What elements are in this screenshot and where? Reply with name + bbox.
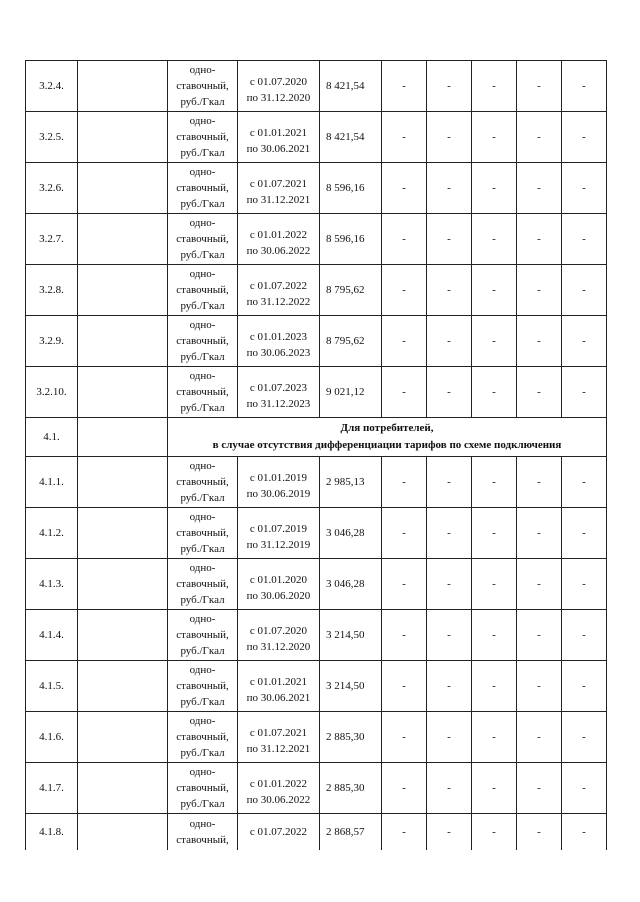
dash-cell: -	[517, 457, 562, 508]
blank-cell	[78, 814, 168, 850]
dash-cell: -	[427, 508, 472, 559]
tariff-type-line: ставочный,	[176, 578, 229, 590]
tariff-type-line: руб./Гкал	[180, 351, 225, 363]
blank-cell	[78, 457, 168, 508]
tariff-type-line: одно-	[189, 664, 216, 676]
dash-cell: -	[517, 610, 562, 661]
row-number: 3.2.8.	[26, 265, 78, 316]
tariff-type-line: руб./Гкал	[180, 249, 225, 261]
blank-cell	[78, 367, 168, 418]
period-cell	[238, 559, 320, 610]
period-to: по 31.12.2023	[246, 397, 311, 410]
tariff-type-line: ставочный,	[176, 80, 229, 92]
period-from: с 01.01.2023	[249, 330, 308, 343]
dash-cell: -	[427, 661, 472, 712]
tariff-type-line: ставочный,	[176, 386, 229, 398]
tariff-value: 8 421,54	[320, 112, 382, 163]
row-number: 3.2.7.	[26, 214, 78, 265]
table-row	[26, 559, 607, 610]
period-cell	[238, 661, 320, 712]
table-row	[26, 814, 607, 850]
dash-cell: -	[427, 610, 472, 661]
period-to: по 31.12.2022	[246, 295, 311, 308]
dash-cell: -	[562, 61, 607, 112]
period-from: с 01.01.2019	[249, 471, 308, 484]
tariff-value: 2 985,13	[320, 457, 382, 508]
period-cell	[238, 316, 320, 367]
dash-cell: -	[562, 316, 607, 367]
section-heading-line-1: Для потребителей,	[340, 422, 434, 434]
dash-cell: -	[517, 559, 562, 610]
table-row	[26, 163, 607, 214]
tariff-type-line: одно-	[189, 268, 216, 280]
table-row	[26, 112, 607, 163]
period-from: с 01.07.2019	[249, 522, 308, 535]
dash-cell: -	[382, 61, 427, 112]
dash-cell: -	[562, 367, 607, 418]
dash-cell: -	[382, 457, 427, 508]
tariff-rows-section-4	[26, 457, 607, 814]
dash-cell: -	[517, 508, 562, 559]
dash-cell: -	[427, 214, 472, 265]
period-cell	[238, 814, 320, 850]
blank-cell	[78, 661, 168, 712]
tariff-type-cell	[168, 265, 238, 316]
dash-cell: -	[382, 661, 427, 712]
dash-cell: -	[427, 367, 472, 418]
tariff-type-line: руб./Гкал	[180, 645, 225, 657]
tariff-type-line: одно-	[189, 613, 216, 625]
tariff-type-line: руб./Гкал	[180, 198, 225, 210]
blank-cell	[78, 418, 168, 457]
tariff-value: 8 596,16	[320, 163, 382, 214]
tariff-type-line: руб./Гкал	[180, 402, 225, 414]
tariff-type-line: руб./Гкал	[180, 300, 225, 312]
tariff-value: 8 421,54	[320, 61, 382, 112]
tariff-type-cell	[168, 316, 238, 367]
tariff-type-line: одно-	[189, 217, 216, 229]
period-cell	[238, 712, 320, 763]
tariff-type-line: руб./Гкал	[180, 492, 225, 504]
dash-cell: -	[517, 763, 562, 814]
tariff-type-line: ставочный,	[176, 233, 229, 245]
dash-cell: -	[382, 610, 427, 661]
table-row	[26, 265, 607, 316]
dash-cell: -	[472, 712, 517, 763]
dash-cell: -	[382, 814, 427, 850]
tariff-type-line: ставочный,	[176, 182, 229, 194]
period-cell	[238, 163, 320, 214]
period-from: с 01.01.2022	[249, 228, 308, 241]
tariff-type-line: ставочный,	[176, 629, 229, 641]
blank-cell	[78, 610, 168, 661]
dash-cell: -	[472, 163, 517, 214]
dash-cell: -	[562, 814, 607, 850]
tariff-type-line: одно-	[189, 166, 216, 178]
tariff-value: 2 868,57	[320, 814, 382, 850]
tariff-type-line: ставочный,	[176, 131, 229, 143]
tariff-type-line: одно-	[189, 817, 216, 830]
period-from: с 01.07.2023	[249, 381, 308, 394]
blank-cell	[78, 559, 168, 610]
period-to: по 30.06.2019	[246, 487, 311, 500]
dash-cell: -	[472, 610, 517, 661]
section-number: 4.1.	[26, 418, 78, 457]
dash-cell: -	[427, 265, 472, 316]
section-heading-row	[26, 418, 607, 457]
period-to: по 30.06.2022	[246, 244, 311, 257]
period-cell	[238, 367, 320, 418]
row-number: 4.1.6.	[26, 712, 78, 763]
tariff-type-line: руб./Гкал	[180, 96, 225, 108]
tariff-type-cell	[168, 712, 238, 763]
tariff-type-line: одно-	[189, 766, 216, 778]
row-number: 4.1.8.	[26, 814, 78, 850]
tariff-type-line: ставочный,	[176, 335, 229, 347]
dash-cell: -	[427, 316, 472, 367]
dash-cell: -	[472, 559, 517, 610]
dash-cell: -	[472, 814, 517, 850]
row-number: 4.1.1.	[26, 457, 78, 508]
period-to: по 31.12.2021	[246, 742, 311, 755]
tariff-type-line: одно-	[189, 319, 216, 331]
blank-cell	[78, 61, 168, 112]
period-cell	[238, 112, 320, 163]
dash-cell: -	[562, 265, 607, 316]
period-from: с 01.07.2022	[249, 825, 308, 838]
dash-cell: -	[382, 712, 427, 763]
dash-cell: -	[382, 763, 427, 814]
blank-cell	[78, 316, 168, 367]
dash-cell: -	[562, 163, 607, 214]
tariff-type-cell	[168, 457, 238, 508]
dash-cell: -	[382, 265, 427, 316]
dash-cell: -	[472, 661, 517, 712]
period-from: с 01.01.2020	[249, 573, 308, 586]
table-row	[26, 763, 607, 814]
dash-cell: -	[517, 214, 562, 265]
tariff-type-line: ставочный,	[176, 731, 229, 743]
dash-cell: -	[517, 265, 562, 316]
table-row	[26, 661, 607, 712]
dash-cell: -	[427, 457, 472, 508]
period-cell	[238, 508, 320, 559]
row-number: 3.2.5.	[26, 112, 78, 163]
dash-cell: -	[472, 508, 517, 559]
dash-cell: -	[472, 457, 517, 508]
blank-cell	[78, 265, 168, 316]
tariff-last-row-group	[26, 814, 607, 850]
dash-cell: -	[427, 763, 472, 814]
dash-cell: -	[562, 214, 607, 265]
table-row	[26, 457, 607, 508]
tariff-value: 8 596,16	[320, 214, 382, 265]
dash-cell: -	[517, 661, 562, 712]
tariff-type-line: руб./Гкал	[180, 147, 225, 159]
period-from: с 01.07.2020	[249, 624, 308, 637]
dash-cell: -	[382, 316, 427, 367]
tariff-type-line: ставочный,	[176, 284, 229, 296]
row-number: 3.2.6.	[26, 163, 78, 214]
dash-cell: -	[472, 763, 517, 814]
tariff-rows-section-3	[26, 61, 607, 418]
dash-cell: -	[427, 559, 472, 610]
period-to: по 30.06.2021	[246, 691, 311, 704]
dash-cell: -	[562, 457, 607, 508]
dash-cell: -	[382, 163, 427, 214]
tariff-type-cell	[168, 559, 238, 610]
tariff-type-line: руб./Гкал	[180, 798, 225, 810]
tariff-type-line: одно-	[189, 115, 216, 127]
tariff-type-line: ставочный,	[176, 527, 229, 539]
dash-cell: -	[427, 712, 472, 763]
period-from: с 01.01.2022	[249, 777, 308, 790]
table-row	[26, 316, 607, 367]
tariff-value: 3 046,28	[320, 559, 382, 610]
blank-cell	[78, 712, 168, 763]
dash-cell: -	[517, 367, 562, 418]
period-from: с 01.01.2021	[249, 126, 308, 139]
tariff-type-line: одно-	[189, 64, 216, 76]
dash-cell: -	[472, 265, 517, 316]
tariff-value: 8 795,62	[320, 265, 382, 316]
table-row	[26, 610, 607, 661]
period-from: с 01.07.2021	[249, 177, 308, 190]
table-row	[26, 712, 607, 763]
blank-cell	[78, 508, 168, 559]
dash-cell: -	[427, 61, 472, 112]
table-row	[26, 508, 607, 559]
period-from: с 01.07.2022	[249, 279, 308, 292]
dash-cell: -	[427, 814, 472, 850]
period-to: по 31.12.2020	[246, 640, 311, 653]
tariff-type-line: руб./Гкал	[180, 747, 225, 759]
period-cell	[238, 265, 320, 316]
period-cell	[238, 61, 320, 112]
tariff-type-line: одно-	[189, 370, 216, 382]
dash-cell: -	[472, 112, 517, 163]
tariff-type-line: ставочный,	[176, 680, 229, 692]
dash-cell: -	[517, 814, 562, 850]
tariff-type-cell	[168, 61, 238, 112]
tariff-value: 3 046,28	[320, 508, 382, 559]
row-number: 3.2.10.	[26, 367, 78, 418]
tariff-type-cell	[168, 763, 238, 814]
dash-cell: -	[517, 712, 562, 763]
period-cell	[238, 610, 320, 661]
dash-cell: -	[472, 367, 517, 418]
tariff-table	[25, 60, 607, 850]
dash-cell: -	[382, 214, 427, 265]
dash-cell: -	[382, 559, 427, 610]
tariff-value: 8 795,62	[320, 316, 382, 367]
section-heading-line-2: в случае отсутствия дифференциации тарифов по схеме подключения	[212, 439, 562, 451]
dash-cell: -	[472, 316, 517, 367]
section-heading-text	[168, 418, 607, 457]
row-number: 4.1.5.	[26, 661, 78, 712]
tariff-value: 3 214,50	[320, 661, 382, 712]
tariff-type-cell	[168, 112, 238, 163]
dash-cell: -	[562, 508, 607, 559]
dash-cell: -	[517, 112, 562, 163]
row-number: 4.1.2.	[26, 508, 78, 559]
tariff-type-line: ставочный,	[176, 833, 229, 846]
row-number: 4.1.7.	[26, 763, 78, 814]
dash-cell: -	[517, 316, 562, 367]
blank-cell	[78, 214, 168, 265]
period-to: по 30.06.2022	[246, 793, 311, 806]
tariff-type-line: руб./Гкал	[180, 543, 225, 555]
dash-cell: -	[562, 610, 607, 661]
tariff-type-cell	[168, 508, 238, 559]
tariff-type-line: одно-	[189, 562, 216, 574]
section-heading	[26, 418, 607, 457]
blank-cell	[78, 763, 168, 814]
tariff-type-line: ставочный,	[176, 782, 229, 794]
dash-cell: -	[472, 214, 517, 265]
tariff-type-line: одно-	[189, 715, 216, 727]
dash-cell: -	[427, 163, 472, 214]
tariff-type-line: одно-	[189, 511, 216, 523]
dash-cell: -	[517, 163, 562, 214]
period-to: по 31.12.2020	[246, 91, 311, 104]
dash-cell: -	[517, 61, 562, 112]
dash-cell: -	[562, 112, 607, 163]
period-to: по 30.06.2021	[246, 142, 311, 155]
period-to: по 30.06.2020	[246, 589, 311, 602]
period-cell	[238, 214, 320, 265]
blank-cell	[78, 112, 168, 163]
period-cell	[238, 457, 320, 508]
table-row	[26, 61, 607, 112]
period-from: с 01.07.2021	[249, 726, 308, 739]
tariff-type-cell	[168, 610, 238, 661]
dash-cell: -	[562, 763, 607, 814]
dash-cell: -	[382, 367, 427, 418]
period-from: с 01.07.2020	[249, 75, 308, 88]
dash-cell: -	[562, 712, 607, 763]
period-to: по 30.06.2023	[246, 346, 311, 359]
period-from: с 01.01.2021	[249, 675, 308, 688]
tariff-type-cell	[168, 214, 238, 265]
table-row	[26, 367, 607, 418]
dash-cell: -	[562, 661, 607, 712]
tariff-type-line: руб./Гкал	[180, 696, 225, 708]
dash-cell: -	[382, 508, 427, 559]
row-number: 3.2.9.	[26, 316, 78, 367]
period-to: по 31.12.2021	[246, 193, 311, 206]
dash-cell: -	[382, 112, 427, 163]
tariff-value: 2 885,30	[320, 712, 382, 763]
period-to: по 31.12.2019	[246, 538, 311, 551]
tariff-type-line: одно-	[189, 460, 216, 472]
tariff-type-cell	[168, 661, 238, 712]
row-number: 3.2.4.	[26, 61, 78, 112]
period-cell	[238, 763, 320, 814]
tariff-type-cell	[168, 163, 238, 214]
row-number: 4.1.3.	[26, 559, 78, 610]
row-number: 4.1.4.	[26, 610, 78, 661]
dash-cell: -	[472, 61, 517, 112]
tariff-type-cell	[168, 814, 238, 850]
tariff-value: 3 214,50	[320, 610, 382, 661]
tariff-type-line: руб./Гкал	[180, 594, 225, 606]
tariff-type-cell	[168, 367, 238, 418]
blank-cell	[78, 163, 168, 214]
dash-cell: -	[427, 112, 472, 163]
table-row	[26, 214, 607, 265]
tariff-value: 9 021,12	[320, 367, 382, 418]
tariff-type-line: ставочный,	[176, 476, 229, 488]
dash-cell: -	[562, 559, 607, 610]
tariff-value: 2 885,30	[320, 763, 382, 814]
